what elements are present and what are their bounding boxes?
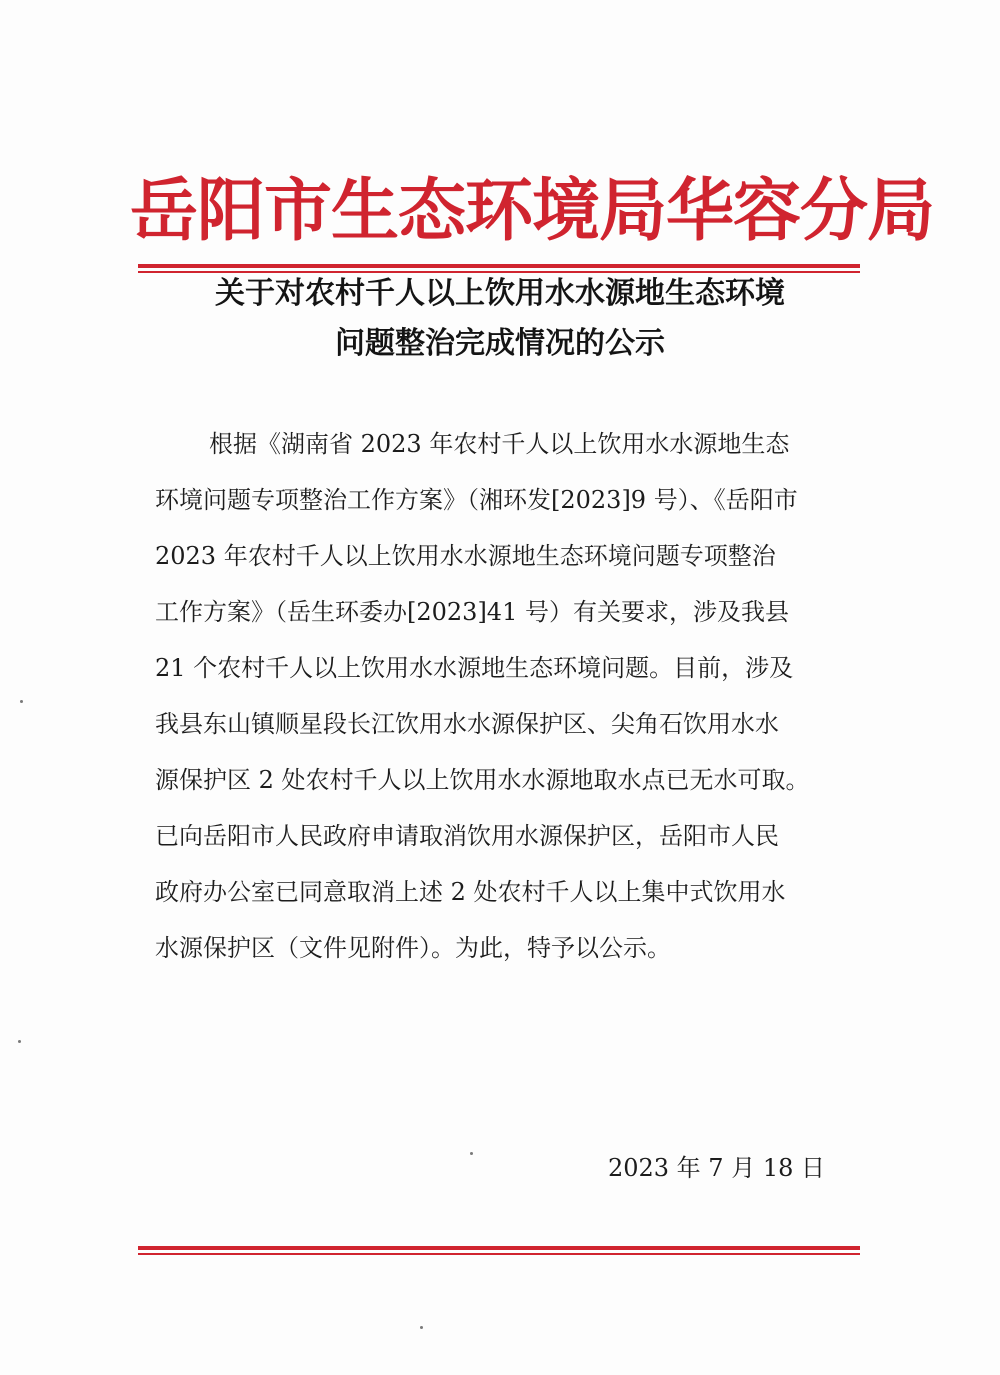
body-line-10: 水源保护区（文件见附件）。为此，特予以公示。	[155, 934, 671, 962]
document-title-line-1: 关于对农村千人以上饮用水水源地生态环境	[215, 276, 785, 311]
footer-rule-thin	[138, 1253, 860, 1255]
scan-speck	[420, 1326, 423, 1329]
document-title-line-2: 问题整治完成情况的公示	[335, 326, 665, 361]
body-line-2: 环境问题专项整治工作方案》（湘环发[2023]9 号）、《岳阳市	[155, 486, 798, 514]
scan-speck	[18, 1040, 21, 1043]
body-line-3: 2023 年农村千人以上饮用水水源地生态环境问题专项整治	[155, 542, 776, 570]
body-line-8: 已向岳阳市人民政府申请取消饮用水源保护区，岳阳市人民	[155, 822, 779, 850]
scan-speck	[20, 700, 23, 703]
body-line-4: 工作方案》（岳生环委办[2023]41 号）有关要求，涉及我县	[155, 598, 789, 626]
scan-speck	[470, 1152, 473, 1155]
body-line-5: 21 个农村千人以上饮用水水源地生态环境问题。目前，涉及	[155, 654, 794, 682]
footer-rule-thick	[138, 1246, 860, 1250]
header-rule-thick	[138, 264, 860, 268]
agency-header: 岳阳市生态环境局华容分局	[130, 171, 935, 251]
body-line-7: 源保护区 2 处农村千人以上饮用水水源地取水点已无水可取。	[155, 766, 810, 794]
body-line-9: 政府办公室已同意取消上述 2 处农村千人以上集中式饮用水	[155, 878, 786, 906]
body-line-1: 根据《湖南省 2023 年农村千人以上饮用水水源地生态	[209, 430, 790, 458]
document-date: 2023 年 7 月 18 日	[607, 1154, 825, 1182]
body-line-6: 我县东山镇顺星段长江饮用水水源保护区、尖角石饮用水水	[155, 710, 779, 738]
